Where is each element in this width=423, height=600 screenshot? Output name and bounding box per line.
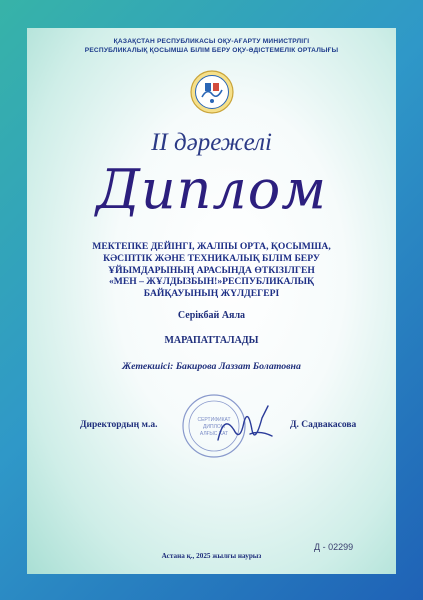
event-line: КӘСІПТІК ЖӘНЕ ТЕХНИКАЛЫҚ БІЛІМ БЕРУ: [103, 252, 320, 264]
diploma-title: Диплом: [95, 158, 328, 221]
center-emblem-icon: [190, 70, 234, 114]
event-description: [60, 241, 363, 300]
handwritten-signature-icon: [210, 400, 280, 452]
event-line: «МЕН – ЖҰЛДЫЗБЫН!»РЕСПУБЛИКАЛЫҚ: [109, 276, 314, 288]
svg-text:ДИПЛОМ: ДИПЛОМ: [203, 424, 225, 430]
event-line: ҰЙЫМДАРЫНЫҢ АРАСЫНДА ӨТКІЗІЛГЕН: [108, 264, 315, 276]
event-line: БАЙҚАУЫНЫҢ ЖҮЛДЕГЕРІ: [143, 288, 280, 300]
ministry-line-1: ҚАЗАҚСТАН РЕСПУБЛИКАСЫ ОҚУ-АҒАРТУ МИНИСТРЛІГІ: [113, 38, 310, 45]
event-line: МЕКТЕПКЕ ДЕЙІНГІ, ЖАЛПЫ ОРТА, ҚОСЫМША,: [92, 241, 331, 252]
award-text: МАРАПАТТАЛАДЫ: [164, 335, 259, 346]
supervisor-name: Жетекшісі: Бакирова Лаззат Болатовна: [122, 361, 301, 372]
svg-text:АЛҒЫС ХАТ: АЛҒЫС ХАТ: [199, 431, 229, 437]
ministry-line-2: РЕСПУБЛИКАЛЫҚ ҚОСЫМША БІЛІМ БЕРУ ОҚУ-ӘДІСТЕМЕЛІК ОРТАЛЫҒЫ: [84, 47, 339, 54]
degree-label: II дәрежелі: [151, 129, 272, 156]
ministry-header: [0, 37, 423, 55]
recipient-name: Серікбай Аяла: [177, 310, 246, 321]
document-number: Д - 02299: [314, 542, 354, 552]
director-name: Д. Садвакасова: [290, 420, 357, 430]
svg-text:СЕРТИФИКАТ: СЕРТИФИКАТ: [197, 417, 231, 423]
director-label: Директордың м.а.: [80, 420, 158, 430]
place-date: Астана қ., 2025 жылғы наурыз: [161, 552, 262, 560]
